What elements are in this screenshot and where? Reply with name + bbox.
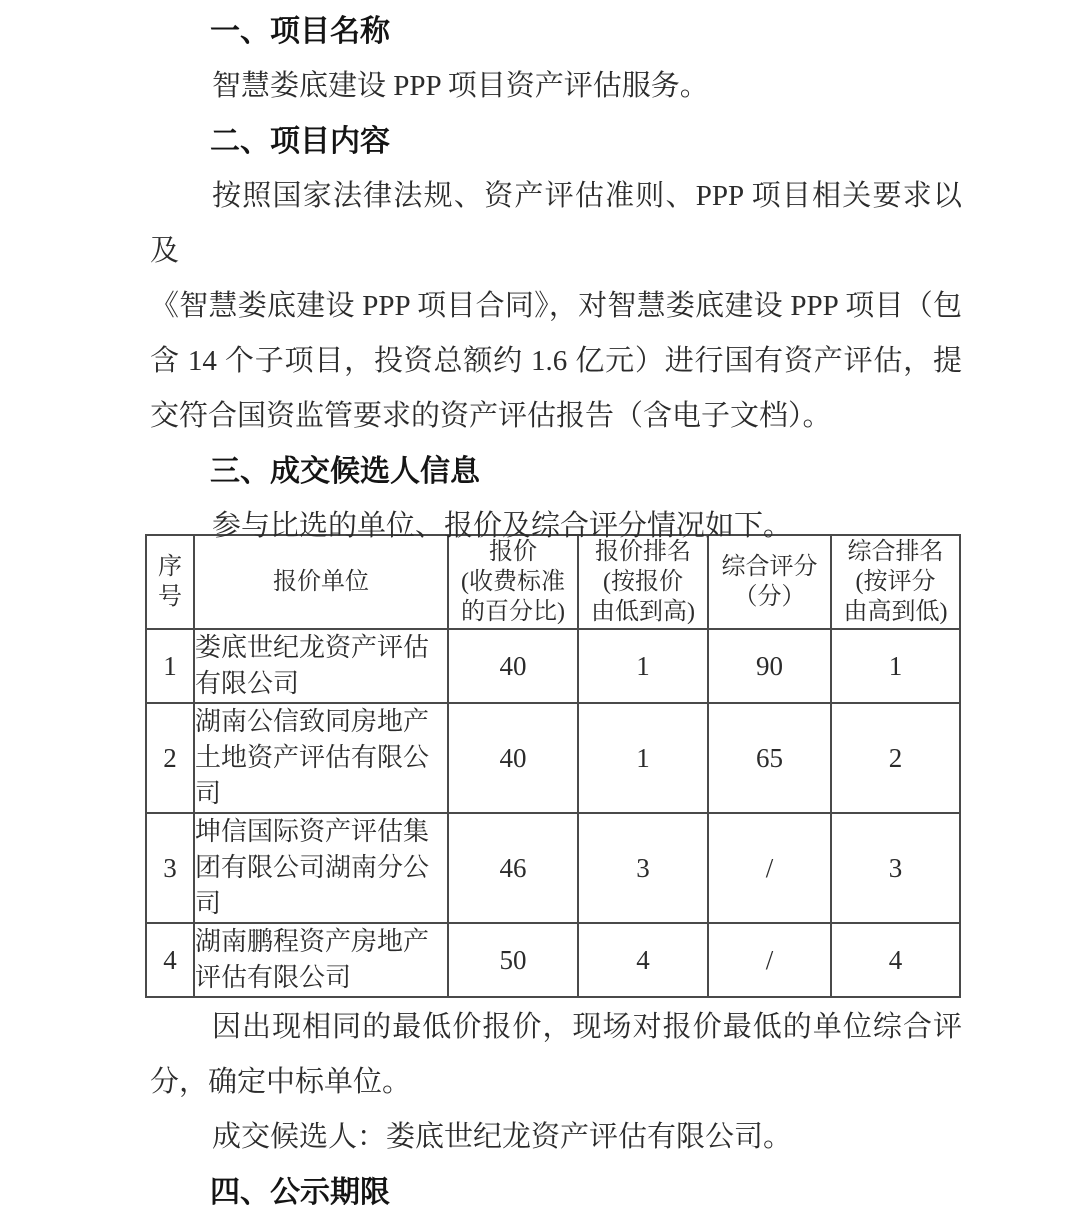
cell-serial: 3 [146,813,194,923]
header-overall-rank [831,535,960,629]
cell-score: 65 [708,703,831,813]
heading-project-content: 二、项目内容 [210,125,390,158]
cell-overall-rank: 1 [831,629,960,703]
cell-score: / [708,923,831,997]
cell-price: 50 [448,923,578,997]
cell-serial: 1 [146,629,194,703]
document-content [150,0,962,1220]
header-quote-line: 报价 [489,539,537,565]
cell-company: 湖南鹏程资产房地产评估有限公司 [194,923,448,997]
header-quote-line: (收费标准 [461,569,565,595]
cell-price-rank: 3 [578,813,708,923]
table-row [146,813,960,923]
cell-price-rank: 4 [578,923,708,997]
table-row [146,629,960,703]
header-quote-rank [578,535,708,629]
header-quote-rank-line: 由低到高) [591,599,695,625]
table-row [146,923,960,997]
para-project-content-line-1: 按照国家法律法规、资产评估准则、PPP 项目相关要求以及 [150,180,962,267]
para-winner: 成交候选人：娄底世纪龙资产评估有限公司。 [212,1121,793,1153]
cell-company: 湖南公信致同房地产土地资产评估有限公司 [194,703,448,813]
cell-score: / [708,813,831,923]
header-overall-score-line: （分） [733,584,806,610]
cell-price-rank: 1 [578,629,708,703]
cell-company: 坤信国际资产评估集团有限公司湖南分公司 [194,813,448,923]
cell-company: 娄底世纪龙资产评估有限公司 [194,629,448,703]
heading-publicity-period: 四、公示期限 [210,1176,390,1209]
para-candidates-intro: 参与比选的单位、报价及综合评分情况如下。 [212,510,793,542]
para-tie-break-line-1: 因出现相同的最低价报价，现场对报价最低的单位综合评 [212,1011,962,1043]
header-overall-rank-line: (按评分 [855,569,936,595]
bid-comparison-table [145,534,961,998]
cell-price: 40 [448,703,578,813]
cell-overall-rank: 4 [831,923,960,997]
header-overall-rank-line: 综合排名 [847,539,944,565]
para-project-content-line-2: 《智慧娄底建设 PPP 项目合同》，对智慧娄底建设 PPP 项目（包 [150,290,962,322]
table-row [146,703,960,813]
cell-score: 90 [708,629,831,703]
para-project-name: 智慧娄底建设 PPP 项目资产评估服务。 [212,70,709,102]
para-tie-break-line-2: 分，确定中标单位。 [150,1066,412,1098]
heading-project-name: 一、项目名称 [210,15,390,48]
header-quote-rank-line: (按报价 [603,569,683,595]
header-quote-rank-line: 报价排名 [595,539,691,565]
cell-serial: 2 [146,703,194,813]
header-overall-rank-line: 由高到低) [843,599,948,625]
para-project-content-line-3: 含 14 个子项目，投资总额约 1.6 亿元）进行国有资产评估，提 [150,345,962,377]
cell-price-rank: 1 [578,703,708,813]
header-overall-score-line: 综合评分 [721,554,818,580]
cell-price: 40 [448,629,578,703]
cell-serial: 4 [146,923,194,997]
heading-candidates-info: 三、成交候选人信息 [210,455,480,488]
cell-overall-rank: 3 [831,813,960,923]
para-project-content-line-4: 交符合国资监管要求的资产评估报告（含电子文档）。 [150,400,832,432]
header-bidding-unit: 报价单位 [194,535,448,629]
header-serial-number: 序号 [146,535,194,629]
header-quote-line: 的百分比) [461,599,565,625]
cell-overall-rank: 2 [831,703,960,813]
cell-price: 46 [448,813,578,923]
